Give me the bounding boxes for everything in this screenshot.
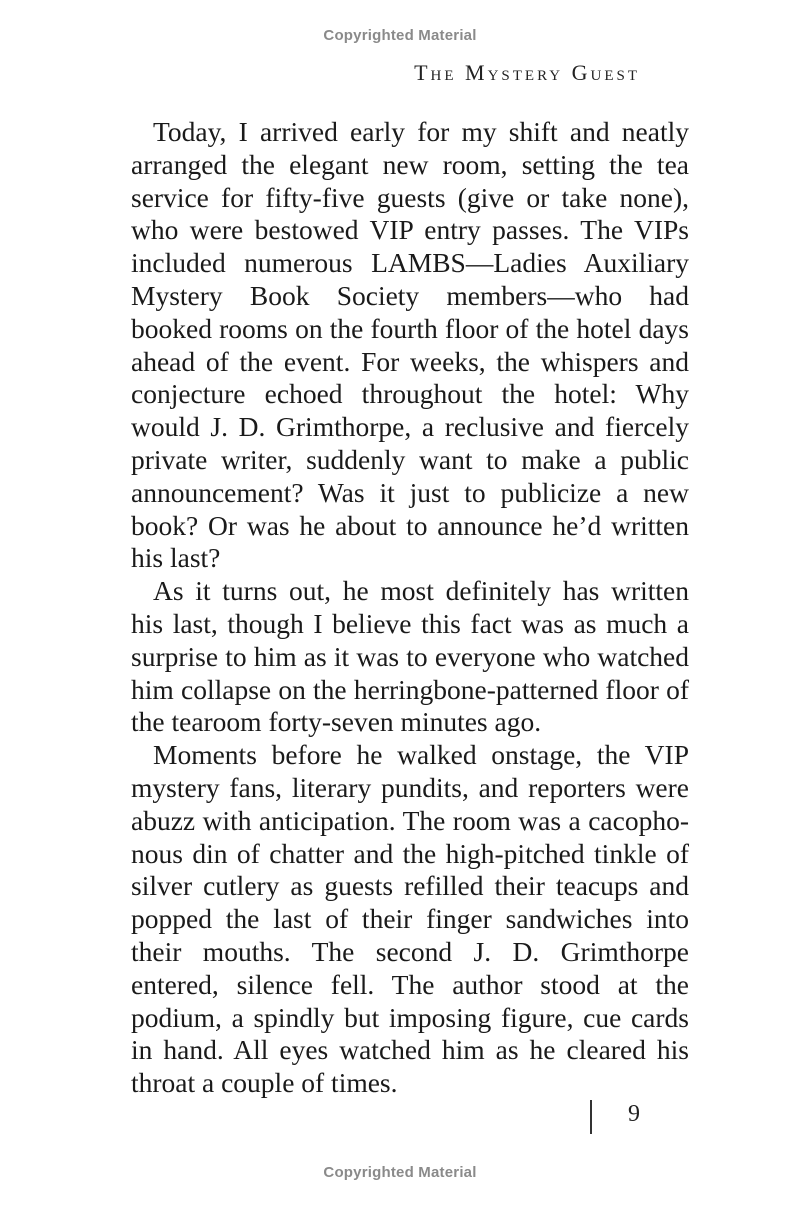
paragraph-1: Today, I arrived early for my shift and neatly arranged the elegant new room, setting the tea service for fifty-five guests (give or take none), who were bestowed VIP entry passes. The VIPs included numerous LAMBS—Ladies Auxiliary Mystery Book Society members—who had booked rooms on the fourth floor of the hotel days ahead of the event. For weeks, the whispers and conjecture echoed throughout the hotel: Why would J. D. Grimthorpe, a reclusive and fiercely private writer, suddenly want to make a public announcement? Was it just to publicize a new book? Or was he about to announce he’d written his last?: [131, 116, 689, 574]
folio-divider: [590, 1100, 592, 1134]
running-head-title: The Mystery Guest: [414, 60, 640, 85]
copyright-watermark-top: Copyrighted Material: [323, 27, 477, 44]
copyright-watermark-bottom: Copyrighted Material: [323, 1164, 477, 1181]
page-body: [131, 116, 689, 1100]
paragraph-2: As it turns out, he most definitely has written his last, though I believe this fact was as much a surprise to him as it was to everyone who watched him collapse on the herringbone-patterned floor of the tearoom forty-seven minutes ago.: [131, 575, 689, 738]
paragraph-3: Moments before he walked onstage, the VIP mystery fans, literary pundits, and reporters were abuzz with anticipation. The room was a cacophonous din of chatter and the high-pitched tinkle of silver cutlery as guests refilled their teacups and popped the last of their finger sandwiches into their mouths. The second J. D. Grimthorpe entered, silence fell. The author stood at the podium, a spindly but imposing figure, cue cards in hand. All eyes watched him as he cleared his throat a couple of times.: [131, 739, 689, 1099]
page-number: 9: [628, 1101, 640, 1127]
